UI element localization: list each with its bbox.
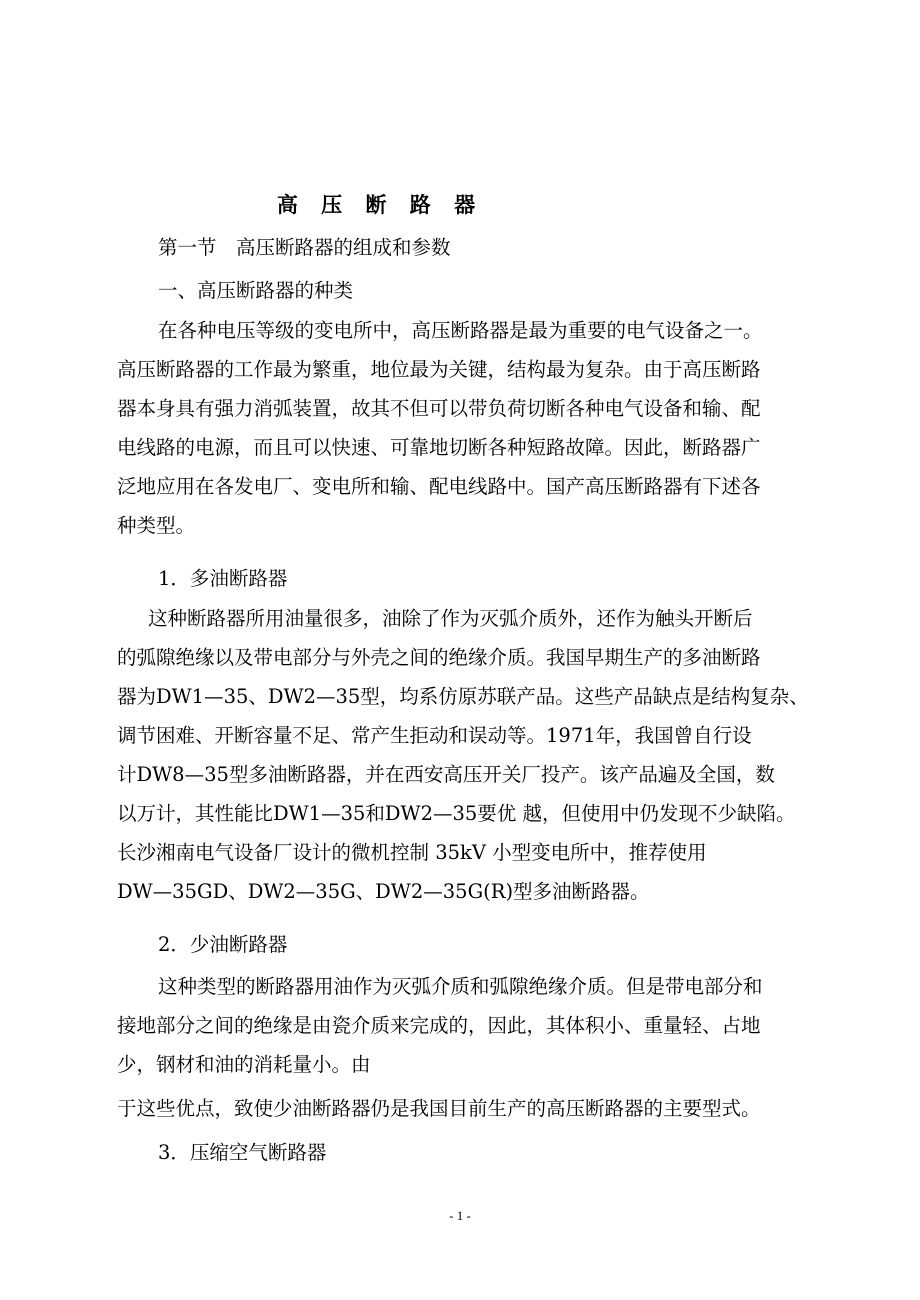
type1-line-8: DW—35GD、DW2—35G、DW2—35G(R)型多油断路器。 <box>117 880 650 903</box>
type2-line-4: 于这些优点，致使少油断路器仍是我国目前生产的高压断路器的主要型式。 <box>117 1097 761 1120</box>
subsection-heading: 一、高压断路器的种类 <box>158 279 354 302</box>
type3-heading: 3．压缩空气断路器 <box>158 1141 327 1164</box>
type1-line-2: 的弧隙绝缘以及带电部分与外壳之间的绝缘介质。我国早期生产的多油断路 <box>117 646 761 669</box>
type1-line-3: 器为DW1—35、DW2—35型，均系仿原苏联产品。这些产品缺点是结构复杂、 <box>117 685 809 708</box>
intro-line-6: 种类型。 <box>117 514 196 537</box>
type1-line-7: 长沙湘南电气设备厂设计的微机控制 35kV 小型变电所中，推荐使用 <box>117 841 707 864</box>
intro-line-1: 在各种电压等级的变电所中，高压断路器是最为重要的电气设备之一。 <box>158 319 763 342</box>
type2-heading: 2．少油断路器 <box>158 933 288 956</box>
type1-line-4: 调节困难、开断容量不足、常产生拒动和误动等。1971年，我国曾自行设 <box>117 724 752 747</box>
type1-line-6: 以万计，其性能比DW1—35和DW2—35要优 越，但使用中仍发现不少缺陷。 <box>117 802 796 825</box>
type2-line-2: 接地部分之间的绝缘是由瓷介质来完成的，因此，其体积小、重量轻、占地 <box>117 1014 761 1037</box>
type1-line-5: 计DW8—35型多油断路器，并在西安高压开关厂投产。该产品遍及全国，数 <box>117 763 775 786</box>
type1-line-1: 这种断路器所用油量很多，油除了作为灭弧介质外，还作为触头开断后 <box>148 607 753 630</box>
type1-heading: 1．多油断路器 <box>158 567 288 590</box>
type2-line-1: 这种类型的断路器用油作为灭弧介质和弧隙绝缘介质。但是带电部分和 <box>158 975 763 998</box>
type2-line-3: 少，钢材和油的消耗量小。由 <box>117 1053 371 1076</box>
document-title: 高 压 断 路 器 <box>276 192 484 217</box>
intro-line-4: 电线路的电源，而且可以快速、可靠地切断各种短路故障。因此，断路器广 <box>117 436 761 459</box>
section-heading: 第一节 高压断路器的组成和参数 <box>158 236 451 259</box>
intro-line-2: 高压断路器的工作最为繁重，地位最为关键，结构最为复杂。由于高压断路 <box>117 358 761 381</box>
page-number: - 1 - <box>449 1208 471 1223</box>
intro-line-3: 器本身具有强力消弧装置，故其不但可以带负荷切断各种电气设备和输、配 <box>117 397 761 420</box>
intro-line-5: 泛地应用在各发电厂、变电所和输、配电线路中。国产高压断路器有下述各 <box>117 475 761 498</box>
